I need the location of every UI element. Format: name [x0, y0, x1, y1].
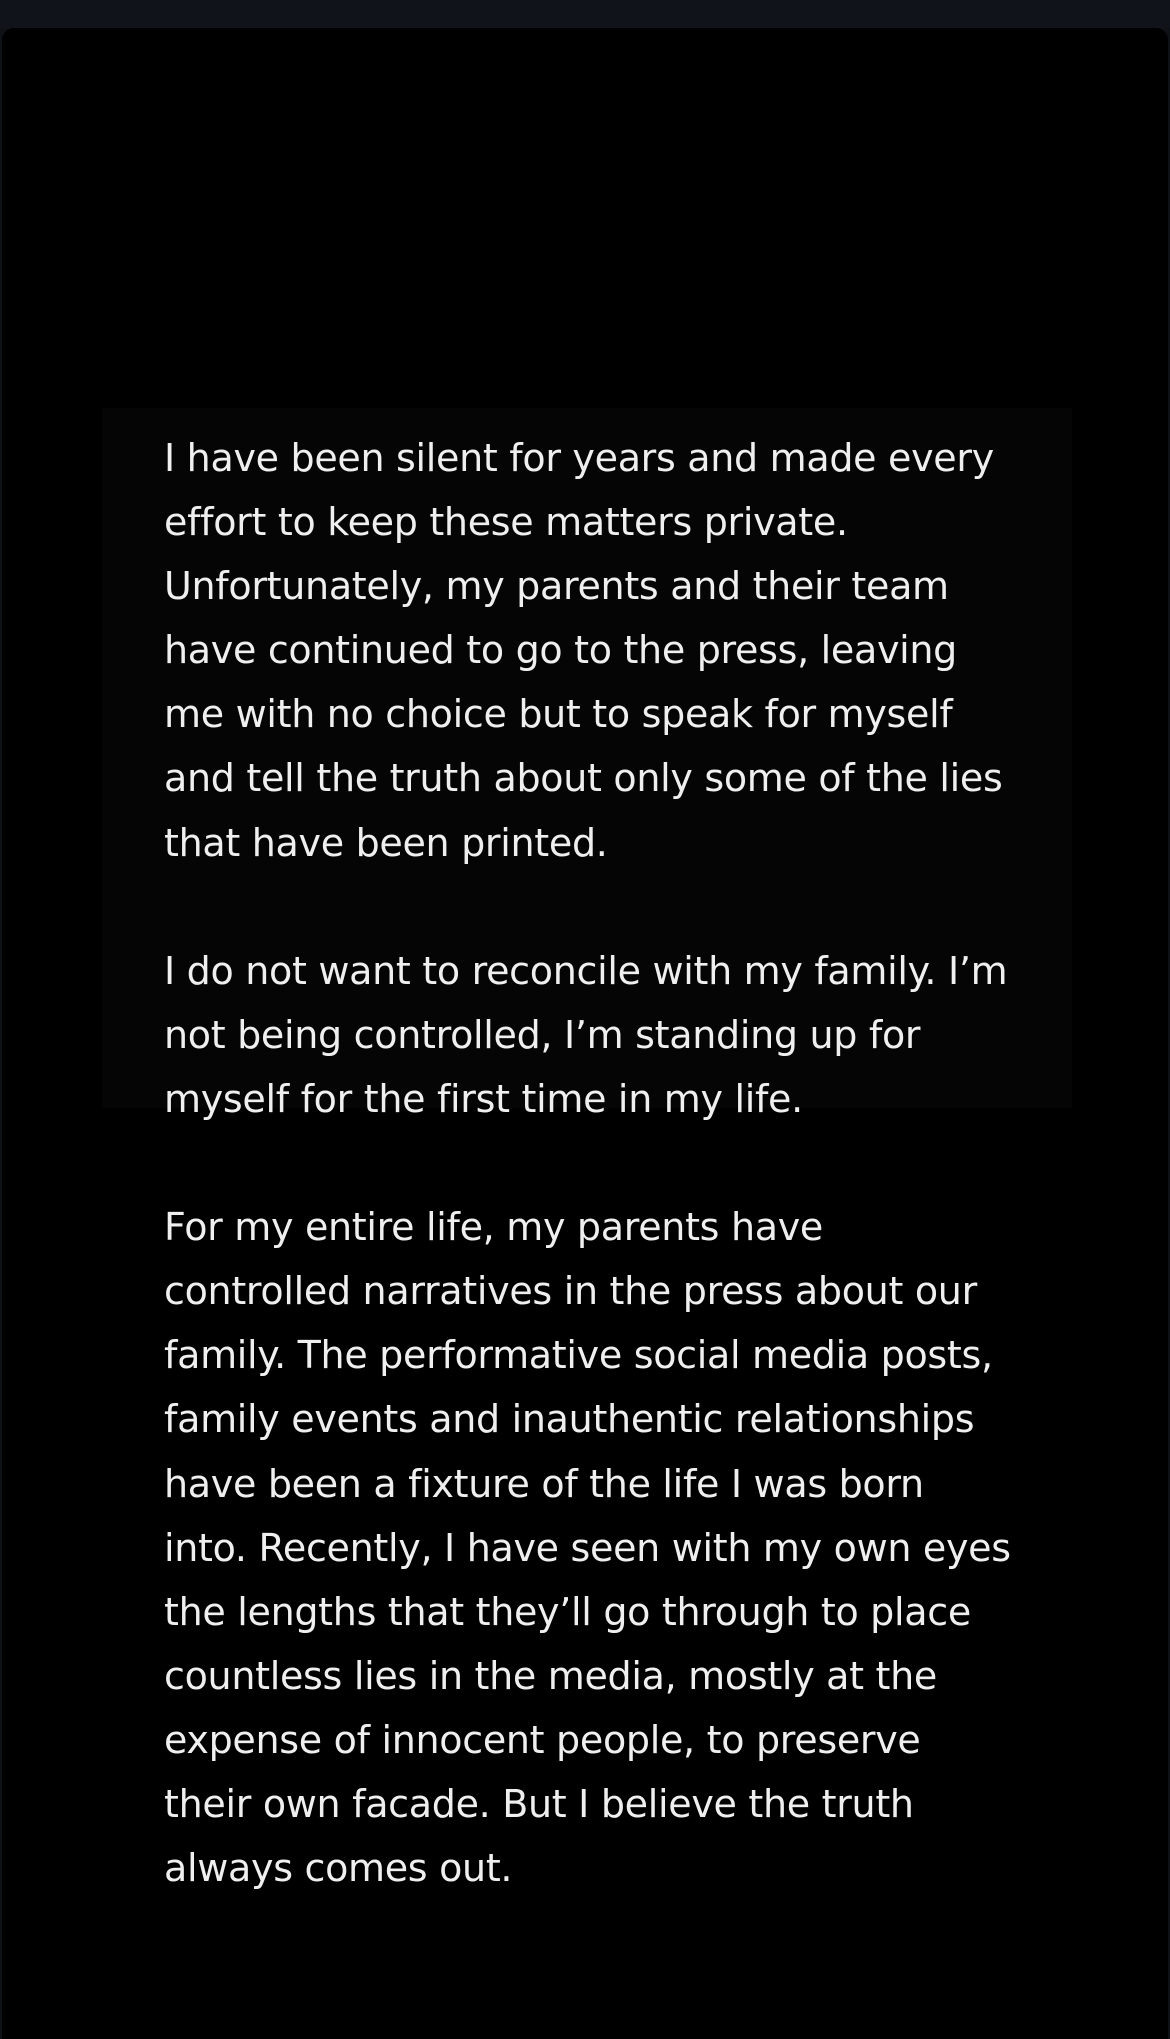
text-line: I have been silent for years and made every	[164, 436, 994, 480]
text-line: controlled narratives in the press about our	[164, 1269, 977, 1314]
text-line: into. Recently, I have seen with my own eyes	[164, 1525, 1011, 1570]
text-line: have been a fixture of the life I was born	[164, 1461, 924, 1506]
paragraph-1	[164, 426, 1044, 875]
text-line: I do not want to reconcile with my family. I’m	[164, 948, 1008, 993]
paragraph-spacer	[164, 875, 1044, 939]
text-line: their own facade. But I believe the truth	[164, 1781, 914, 1826]
text-line: expense of innocent people, to preserve	[164, 1717, 921, 1762]
text-line: always comes out.	[164, 1846, 513, 1891]
paragraph-3	[164, 1195, 1044, 1900]
text-line: For my entire life, my parents have	[164, 1205, 823, 1250]
top-bar	[0, 0, 1170, 28]
text-line: have continued to go to the press, leaving	[164, 628, 958, 673]
statement-text	[164, 426, 1044, 1900]
text-line: family. The performative social media posts,	[164, 1333, 993, 1378]
paragraph-2	[164, 939, 1044, 1131]
text-line: not being controlled, I’m standing up for	[164, 1012, 921, 1057]
text-line: me with no choice but to speak for myself	[164, 692, 953, 737]
text-line: family events and inauthentic relationships	[164, 1397, 975, 1442]
text-line: Unfortunately, my parents and their team	[164, 564, 949, 609]
text-line: myself for the first time in my life.	[164, 1076, 803, 1121]
text-line: the lengths that they’ll go through to place	[164, 1589, 971, 1634]
text-line: effort to keep these matters private.	[164, 500, 848, 545]
text-line: that have been printed.	[164, 820, 608, 865]
text-line: countless lies in the media, mostly at the	[164, 1653, 937, 1698]
text-line: and tell the truth about only some of the lies	[164, 756, 1003, 801]
paragraph-spacer	[164, 1131, 1044, 1195]
